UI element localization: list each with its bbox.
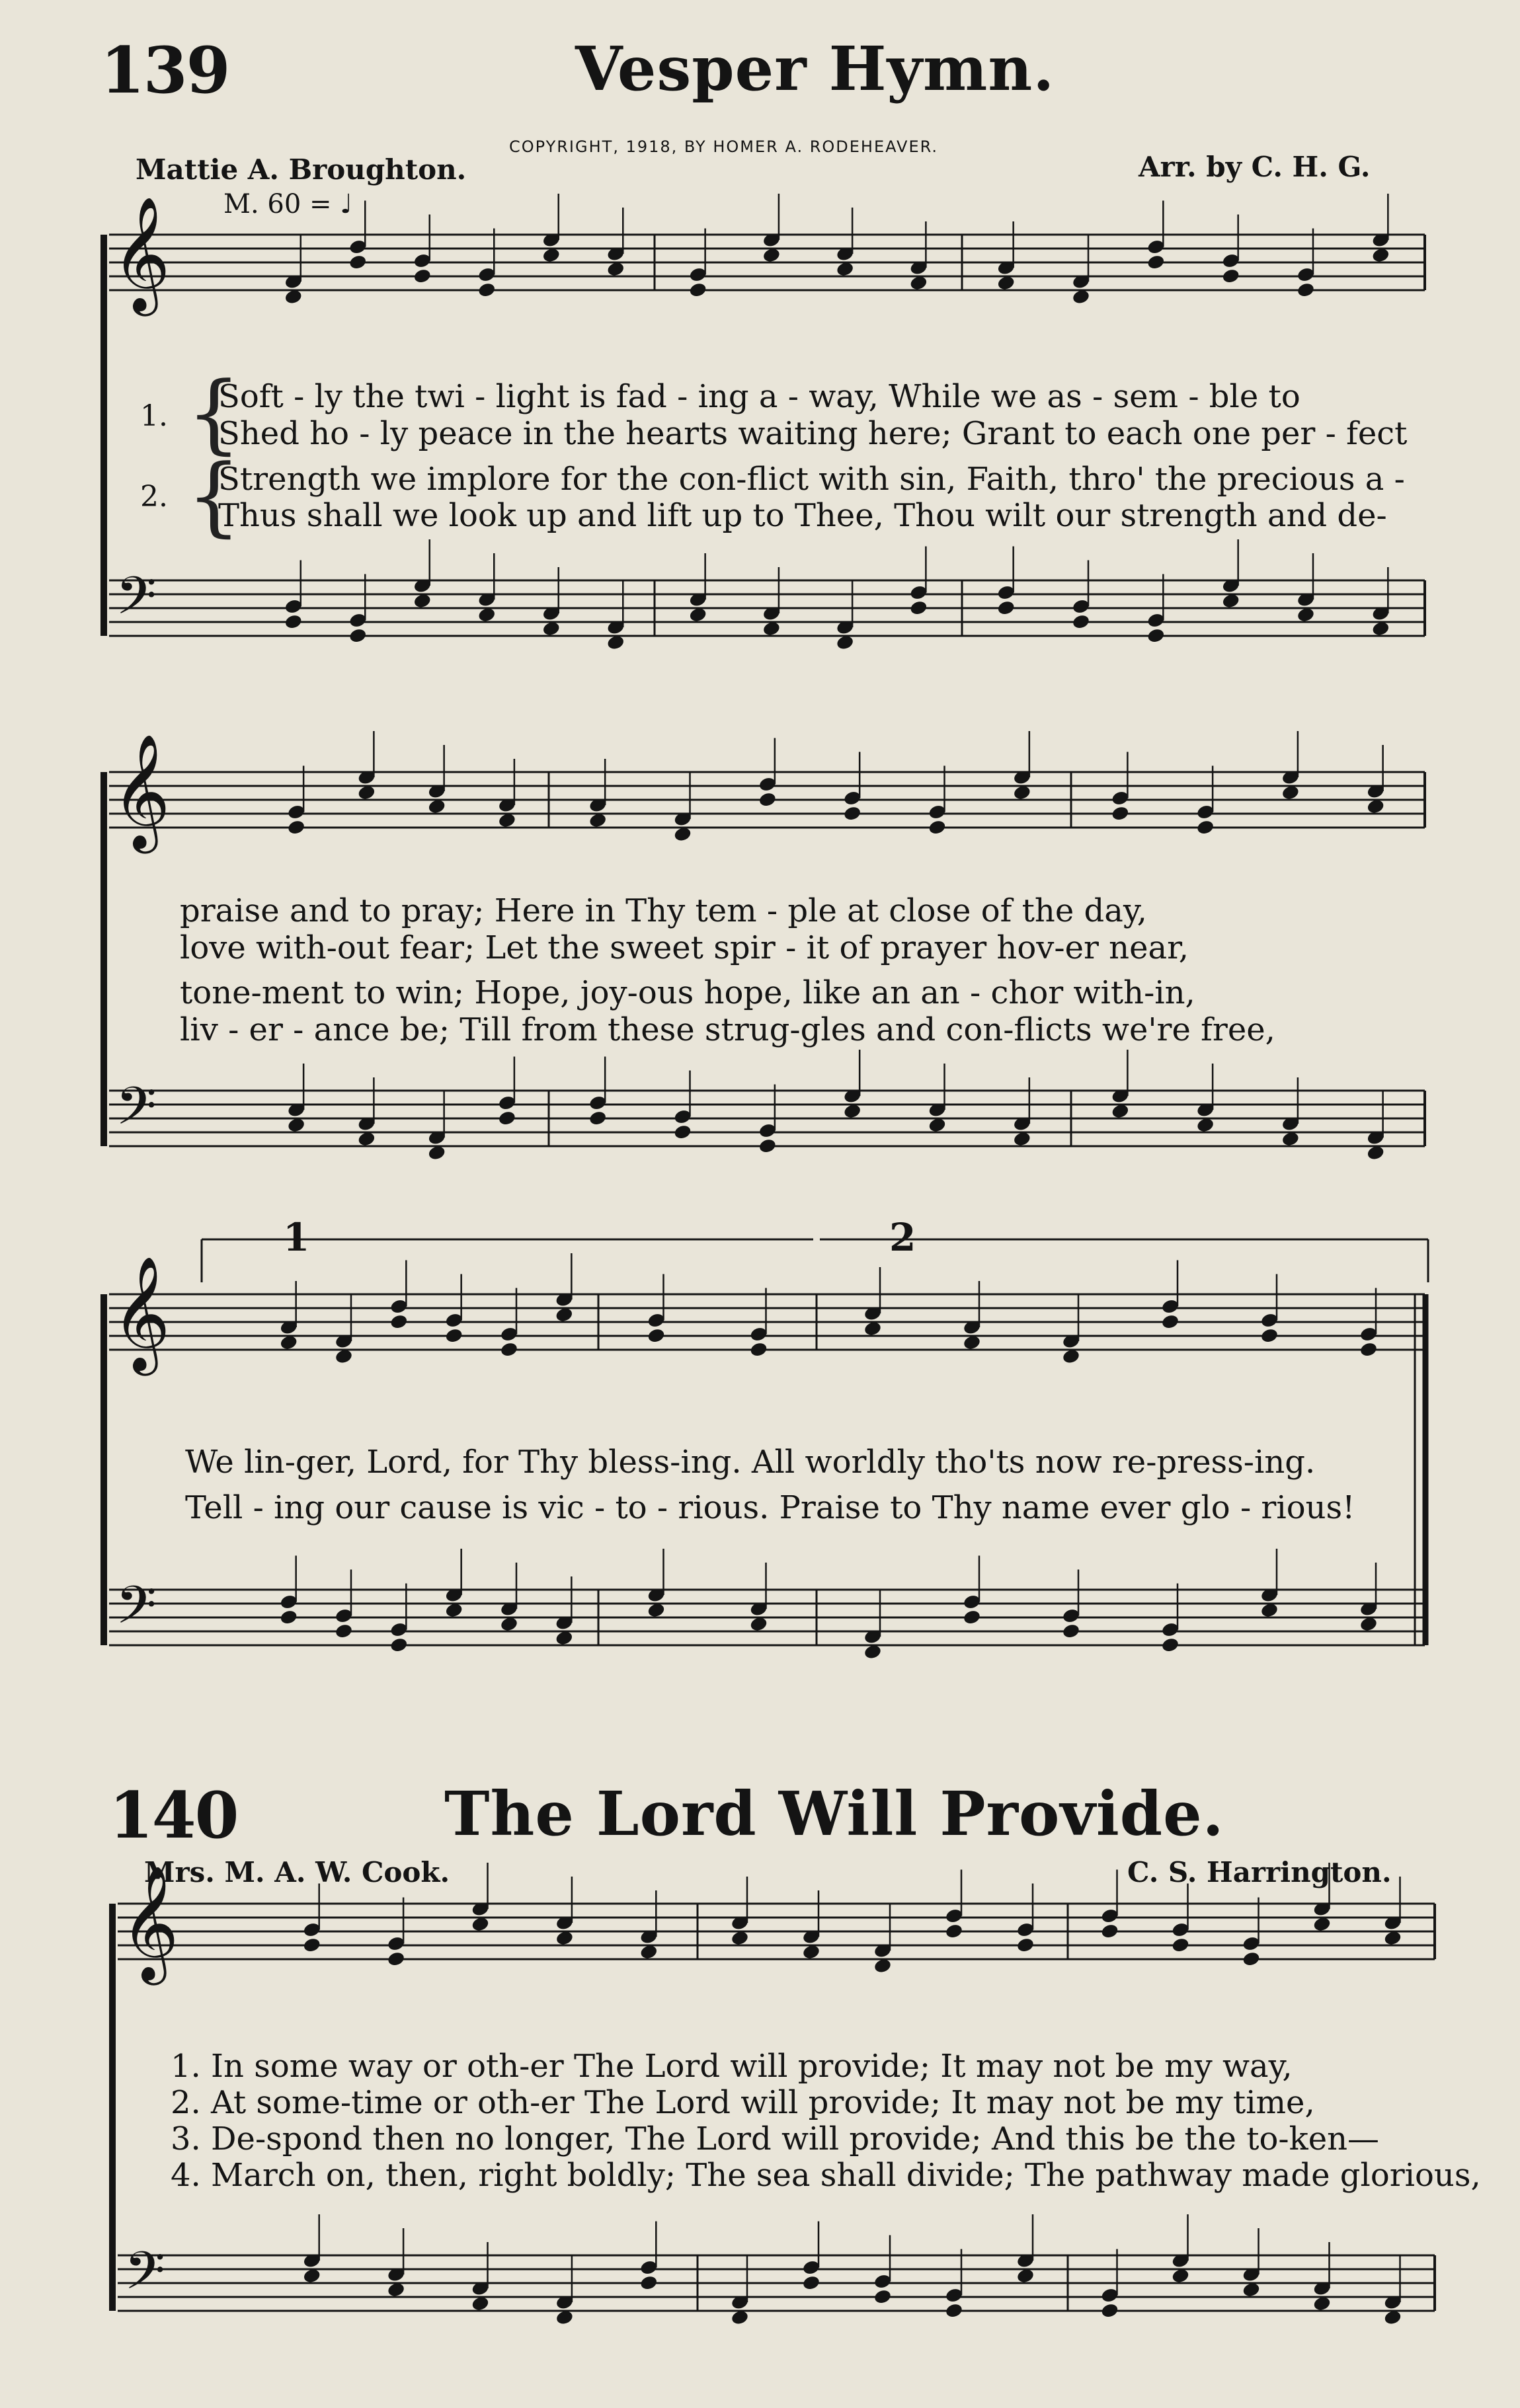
- verse-brace: {: [186, 363, 241, 463]
- note-head: [1221, 268, 1240, 284]
- note-head: [1100, 1923, 1119, 1939]
- note-head: [1100, 2302, 1119, 2319]
- note-head: [389, 1313, 409, 1330]
- note-head: [749, 1341, 768, 1358]
- lyric-line: tone-ment to win; Hope, joy-ous hope, like an an - chor with-in,: [180, 974, 1195, 1011]
- note-head: [963, 1609, 982, 1625]
- note-head: [1111, 805, 1130, 822]
- lyric-line: 3. De-spond then no longer, The Lord will provide; And this be the to-ken—: [171, 2120, 1380, 2157]
- bass-clef-icon: 𝄢: [116, 1574, 157, 1649]
- note-head: [802, 2274, 821, 2291]
- hymn-140-author: Mrs. M. A. W. Cook.: [144, 1856, 450, 1888]
- verse-brace: {: [186, 446, 241, 546]
- note-head: [873, 2288, 893, 2305]
- verse-label-1: 1.: [140, 399, 168, 433]
- lyric-line: praise and to pray; Here in Thy tem - ple at close of the day,: [180, 892, 1147, 929]
- note-head: [1146, 627, 1166, 644]
- note-head: [1062, 1623, 1081, 1639]
- hymn-139-title: Vesper Hymn.: [575, 33, 1055, 104]
- verse-label-2: 2.: [140, 480, 168, 514]
- hymn-139-copyright: COPYRIGHT, 1918, BY HOMER A. RODEHEAVER.: [509, 137, 939, 156]
- note-head: [843, 805, 862, 822]
- note-head: [945, 1923, 964, 1939]
- lyric-line: We lin-ger, Lord, for Thy bless-ing. All worldly tho'ts now re-press-ing.: [185, 1444, 1316, 1481]
- note-head: [1260, 1327, 1279, 1344]
- lyric-line: love with-out fear; Let the sweet spir - it of prayer hov-er near,: [180, 929, 1189, 966]
- note-head: [639, 2274, 659, 2291]
- note-head: [413, 268, 432, 284]
- hymn-140-title: The Lord Will Provide.: [444, 1778, 1224, 1849]
- note-head: [1297, 282, 1316, 298]
- note-head: [1016, 1937, 1035, 1953]
- note-head: [498, 1110, 517, 1126]
- note-head: [389, 1637, 409, 1653]
- note-head: [335, 1623, 354, 1639]
- note-head: [996, 600, 1016, 616]
- lyric-line: Soft - ly the twi - light is fad - ing a - way, While we as - sem - ble to: [218, 378, 1300, 415]
- hymn-140-composer: C. S. Harrington.: [1127, 1856, 1392, 1888]
- lyric-line: Strength we implore for the con-flict with sin, Faith, thro' the precious a -: [218, 461, 1405, 498]
- note-head: [758, 1138, 777, 1154]
- note-head: [1072, 613, 1091, 630]
- note-head: [688, 282, 707, 298]
- note-head: [477, 282, 497, 298]
- note-head: [588, 1110, 608, 1126]
- note-head: [647, 1327, 666, 1344]
- note-head: [909, 600, 928, 616]
- note-head: [279, 1609, 298, 1625]
- note-head: [348, 254, 368, 270]
- treble-clef-icon: 𝄞: [120, 1865, 179, 1980]
- bass-clef-icon: 𝄢: [116, 565, 157, 639]
- note-head: [1171, 1937, 1190, 1953]
- note-head: [500, 1341, 519, 1358]
- lyric-line: 1. In some way or oth-er The Lord will provide; It may not be my way,: [171, 2048, 1293, 2085]
- note-head: [387, 1951, 406, 1967]
- treble-clef-icon: 𝄞: [112, 196, 171, 311]
- note-head: [1161, 1637, 1180, 1653]
- lyric-line: Thus shall we look up and lift up to Thee, Thou wilt our strength and de-: [218, 497, 1387, 534]
- note-head: [284, 613, 303, 630]
- note-head: [1359, 1341, 1379, 1358]
- note-head: [444, 1327, 463, 1344]
- note-head: [945, 2302, 964, 2319]
- note-head: [1161, 1313, 1180, 1330]
- lyric-line: liv - er - ance be; Till from these strug-gles and con-flicts we're free,: [180, 1011, 1275, 1048]
- treble-clef-icon: 𝄞: [112, 1256, 171, 1371]
- second-ending-label: 2: [889, 1215, 916, 1260]
- bass-clef-icon: 𝄢: [116, 1075, 157, 1149]
- hymn-139-number: 139: [100, 33, 229, 108]
- hymn-140-number: 140: [109, 1778, 238, 1853]
- note-head: [673, 1124, 692, 1140]
- note-head: [348, 627, 368, 644]
- lyric-line: 4. March on, then, right boldly; The sea shall divide; The pathway made glorious,: [171, 2157, 1481, 2194]
- treble-clef-icon: 𝄞: [112, 734, 171, 849]
- note-head: [302, 1937, 321, 1953]
- note-head: [1146, 254, 1166, 270]
- note-head: [1242, 1951, 1261, 1967]
- lyric-line: 2. At some-time or oth-er The Lord will provide; It may not be my time,: [171, 2084, 1315, 2121]
- lyric-line: Tell - ing our cause is vic - to - rious. Praise to Thy name ever glo - rious!: [185, 1489, 1355, 1526]
- hymn-139-arranger: Arr. by C. H. G.: [1139, 151, 1371, 183]
- note-head: [758, 791, 777, 808]
- first-ending-label: 1: [283, 1215, 310, 1260]
- note-head: [287, 819, 306, 835]
- bass-clef-icon: 𝄢: [124, 2240, 165, 2314]
- note-head: [928, 819, 947, 835]
- lyric-line: Shed ho - ly peace in the hearts waiting here; Grant to each one per - fect: [218, 415, 1408, 452]
- hymn-139-author: Mattie A. Broughton.: [136, 153, 467, 186]
- note-head: [1196, 819, 1215, 835]
- tempo-marking: M. 60 = ♩: [223, 189, 353, 219]
